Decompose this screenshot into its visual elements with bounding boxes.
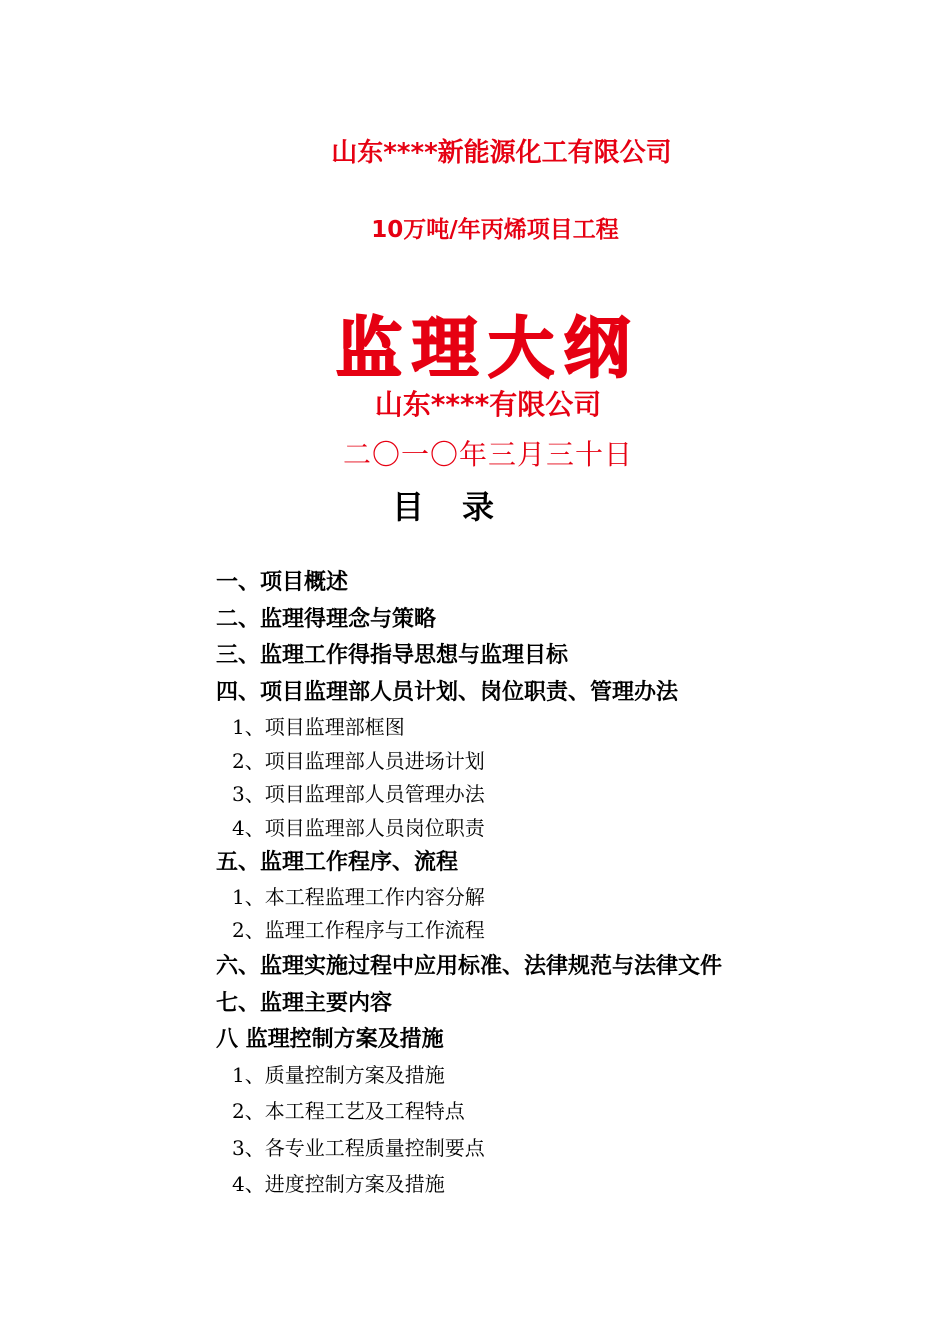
toc-item[interactable]: 2、项目监理部人员进场计划 — [232, 749, 485, 773]
document-date: 二〇一〇年三月三十日 — [342, 438, 633, 471]
toc-item[interactable]: 六、监理实施过程中应用标准、法律规范与法律文件 — [216, 954, 723, 979]
project-name: 10万吨/年丙烯项目工程 — [371, 217, 619, 243]
toc-item[interactable]: 2、监理工作程序与工作流程 — [232, 918, 485, 942]
toc-item[interactable]: 四、项目监理部人员计划、岗位职责、管理办法 — [216, 680, 679, 705]
toc-heading — [392, 482, 496, 528]
toc-item[interactable]: 1、质量控制方案及措施 — [232, 1063, 445, 1087]
toc-item[interactable]: 3、项目监理部人员管理办法 — [232, 782, 485, 806]
toc-heading-right: 录 — [462, 488, 497, 526]
toc-item[interactable]: 3、各专业工程质量控制要点 — [232, 1136, 485, 1160]
toc-item[interactable]: 三、监理工作得指导思想与监理目标 — [216, 643, 569, 668]
document-title: 监理大纲 — [336, 310, 640, 387]
toc-item[interactable]: 1、本工程监理工作内容分解 — [232, 885, 485, 909]
toc-item[interactable]: 4、项目监理部人员岗位职责 — [232, 816, 485, 840]
toc-item[interactable]: 五、监理工作程序、流程 — [216, 850, 459, 875]
toc-item[interactable]: 八 监理控制方案及措施 — [216, 1027, 444, 1052]
toc-item[interactable]: 2、本工程工艺及工程特点 — [232, 1099, 465, 1123]
toc-heading-left: 目 — [392, 488, 427, 526]
company-name: 山东****新能源化工有限公司 — [331, 138, 672, 168]
toc-item[interactable]: 一、项目概述 — [216, 570, 349, 595]
toc-item[interactable]: 1、项目监理部框图 — [232, 715, 405, 739]
toc-item[interactable]: 七、监理主要内容 — [216, 991, 393, 1016]
toc-item[interactable]: 4、进度控制方案及措施 — [232, 1172, 445, 1196]
issuer-name: 山东****有限公司 — [374, 388, 602, 421]
toc-item[interactable]: 二、监理得理念与策略 — [216, 607, 437, 632]
